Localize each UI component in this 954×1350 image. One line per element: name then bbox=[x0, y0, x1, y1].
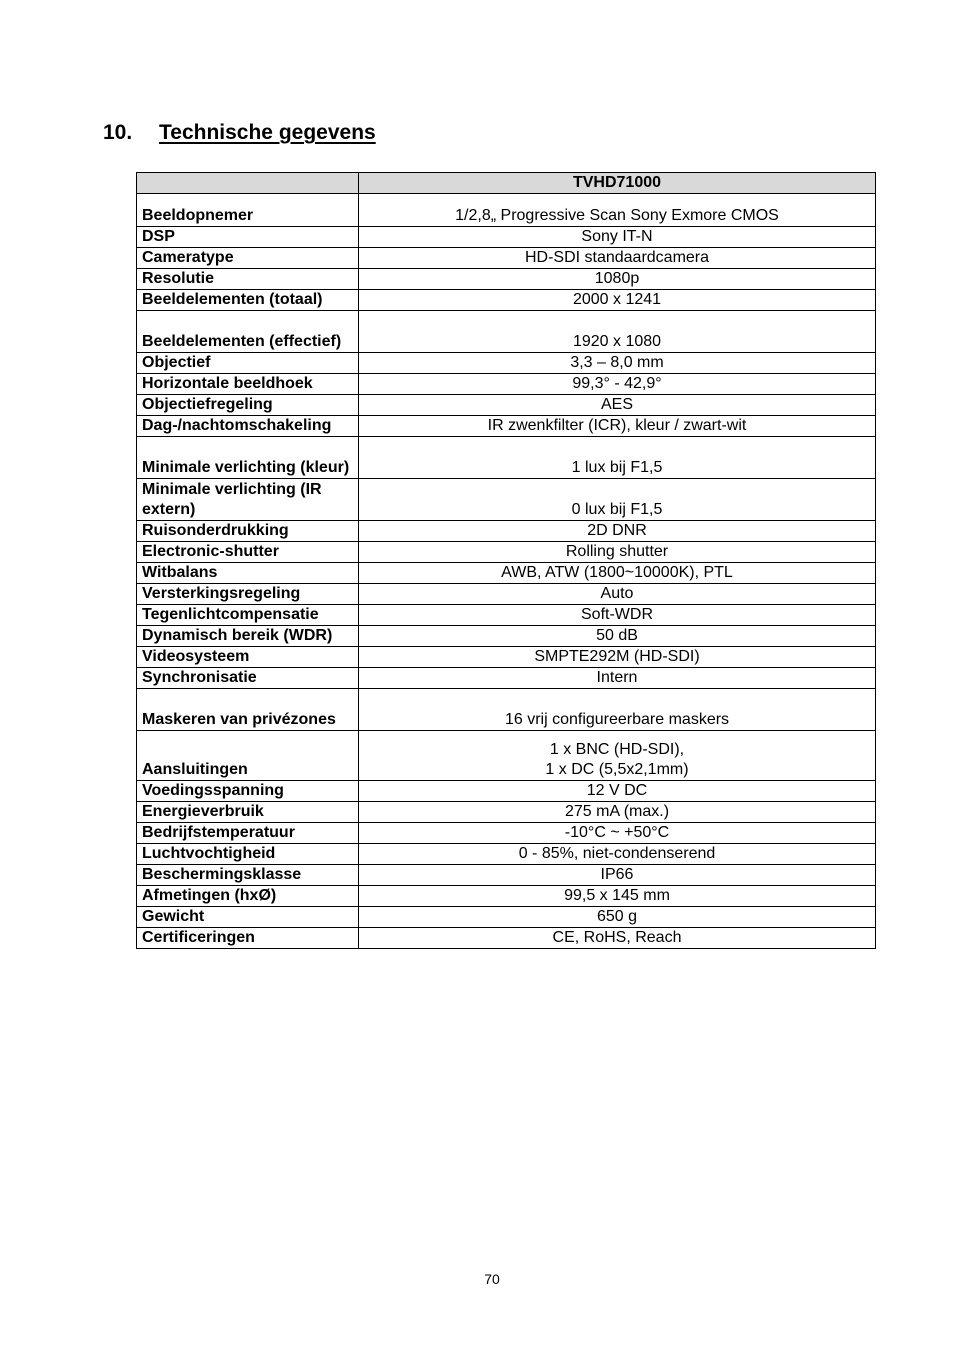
section-heading bbox=[103, 119, 376, 147]
spec-value: AWB, ATW (1800~10000K), PTL bbox=[359, 563, 876, 584]
spec-label: Minimale verlichting (kleur) bbox=[137, 437, 359, 479]
spec-value: SMPTE292M (HD-SDI) bbox=[359, 647, 876, 668]
spec-value: 650 g bbox=[359, 907, 876, 928]
table-row bbox=[137, 290, 876, 311]
table-row bbox=[137, 479, 876, 521]
spec-label: Beeldelementen (effectief) bbox=[137, 311, 359, 353]
header-empty-cell bbox=[137, 173, 359, 194]
table-row bbox=[137, 731, 876, 781]
table-row bbox=[137, 605, 876, 626]
spec-label: Beeldelementen (totaal) bbox=[137, 290, 359, 311]
spec-value: 3,3 – 8,0 mm bbox=[359, 353, 876, 374]
spec-label: Beschermingsklasse bbox=[137, 865, 359, 886]
spec-value: 0 lux bij F1,5 bbox=[359, 479, 876, 521]
spec-value: Rolling shutter bbox=[359, 542, 876, 563]
spec-label: DSP bbox=[137, 227, 359, 248]
spec-label: Bedrijfstemperatuur bbox=[137, 823, 359, 844]
table-row bbox=[137, 248, 876, 269]
spec-value: Auto bbox=[359, 584, 876, 605]
specifications-table bbox=[136, 172, 876, 949]
page-number: 70 bbox=[484, 1271, 500, 1287]
spec-value: IP66 bbox=[359, 865, 876, 886]
table-row bbox=[137, 416, 876, 437]
spec-label: Voedingsspanning bbox=[137, 781, 359, 802]
spec-label: Gewicht bbox=[137, 907, 359, 928]
table-row bbox=[137, 563, 876, 584]
spec-label: Maskeren van privézones bbox=[137, 689, 359, 731]
spec-label: Dag-/nachtomschakeling bbox=[137, 416, 359, 437]
spec-value: 50 dB bbox=[359, 626, 876, 647]
spec-value: 275 mA (max.) bbox=[359, 802, 876, 823]
spec-label: Afmetingen (hxØ) bbox=[137, 886, 359, 907]
spec-label: Objectiefregeling bbox=[137, 395, 359, 416]
spec-value: 16 vrij configureerbare maskers bbox=[359, 689, 876, 731]
table-row bbox=[137, 542, 876, 563]
spec-label: Cameratype bbox=[137, 248, 359, 269]
spec-label: Ruisonderdrukking bbox=[137, 521, 359, 542]
table-row bbox=[137, 668, 876, 689]
spec-label: Luchtvochtigheid bbox=[137, 844, 359, 865]
spec-label: Beeldopnemer bbox=[137, 194, 359, 227]
spec-value: 1/2,8„ Progressive Scan Sony Exmore CMOS bbox=[359, 194, 876, 227]
spec-label: Dynamisch bereik (WDR) bbox=[137, 626, 359, 647]
spec-value: 12 V DC bbox=[359, 781, 876, 802]
spec-label: Electronic-shutter bbox=[137, 542, 359, 563]
spec-value: CE, RoHS, Reach bbox=[359, 928, 876, 949]
spec-label: Energieverbruik bbox=[137, 802, 359, 823]
table-row bbox=[137, 802, 876, 823]
table-row bbox=[137, 689, 876, 731]
spec-value: Soft-WDR bbox=[359, 605, 876, 626]
table-row bbox=[137, 781, 876, 802]
spec-value: Intern bbox=[359, 668, 876, 689]
spec-label: Certificeringen bbox=[137, 928, 359, 949]
spec-value: 2000 x 1241 bbox=[359, 290, 876, 311]
spec-value: IR zwenkfilter (ICR), kleur / zwart-wit bbox=[359, 416, 876, 437]
spec-label: Tegenlichtcompensatie bbox=[137, 605, 359, 626]
table-row bbox=[137, 269, 876, 290]
spec-value: 99,3° - 42,9° bbox=[359, 374, 876, 395]
spec-value: AES bbox=[359, 395, 876, 416]
table-row bbox=[137, 353, 876, 374]
spec-value: Sony IT-N bbox=[359, 227, 876, 248]
spec-value: HD-SDI standaardcamera bbox=[359, 248, 876, 269]
table-row bbox=[137, 823, 876, 844]
section-title: Technische gegevens bbox=[159, 121, 376, 144]
spec-label: Videosysteem bbox=[137, 647, 359, 668]
spec-value: 2D DNR bbox=[359, 521, 876, 542]
spec-value: 1080p bbox=[359, 269, 876, 290]
table-header-row bbox=[137, 173, 876, 194]
table-row bbox=[137, 907, 876, 928]
table-row bbox=[137, 374, 876, 395]
spec-label: Resolutie bbox=[137, 269, 359, 290]
table-row bbox=[137, 194, 876, 227]
spec-value: 99,5 x 145 mm bbox=[359, 886, 876, 907]
spec-value: 0 - 85%, niet-condenserend bbox=[359, 844, 876, 865]
spec-label: Aansluitingen bbox=[137, 731, 359, 781]
table-row bbox=[137, 395, 876, 416]
table-row bbox=[137, 521, 876, 542]
spec-label: Versterkingsregeling bbox=[137, 584, 359, 605]
table-row bbox=[137, 626, 876, 647]
table-row bbox=[137, 928, 876, 949]
spec-value: -10°C ~ +50°C bbox=[359, 823, 876, 844]
spec-value: 1920 x 1080 bbox=[359, 311, 876, 353]
spec-label: Objectief bbox=[137, 353, 359, 374]
spec-value: 1 lux bij F1,5 bbox=[359, 437, 876, 479]
table-row bbox=[137, 311, 876, 353]
table-row bbox=[137, 886, 876, 907]
table-row bbox=[137, 647, 876, 668]
spec-label: Minimale verlichting (IR extern) bbox=[137, 479, 359, 521]
table-row bbox=[137, 227, 876, 248]
header-model-cell: TVHD71000 bbox=[359, 173, 876, 194]
table-row bbox=[137, 584, 876, 605]
spec-value: 1 x BNC (HD-SDI), 1 x DC (5,5x2,1mm) bbox=[359, 731, 876, 781]
section-number: 10. bbox=[103, 121, 133, 144]
table-row bbox=[137, 865, 876, 886]
spec-label: Synchronisatie bbox=[137, 668, 359, 689]
table-row bbox=[137, 844, 876, 865]
spec-label: Witbalans bbox=[137, 563, 359, 584]
table-row bbox=[137, 437, 876, 479]
spec-label: Horizontale beeldhoek bbox=[137, 374, 359, 395]
